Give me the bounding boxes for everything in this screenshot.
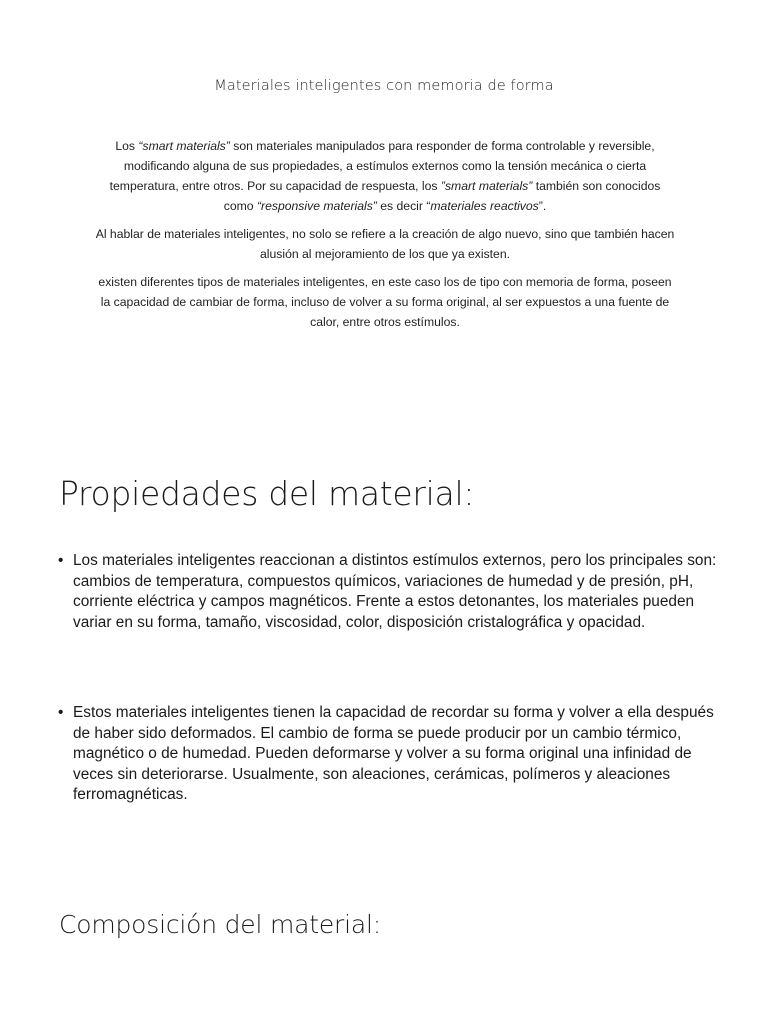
intro-p1-text-1: Los	[115, 139, 139, 153]
list-item	[58, 551, 718, 633]
bullet-text-1: Los materiales inteligentes reaccionan a distintos estímulos externos, pero los principales son: cambios de temperatura, compuestos químicos, variaciones de humedad y de presión, pH, corriente eléctrica y campos magnéticos. Frente a estos detonantes, los materiales pueden variar en su forma, tamaño, viscosidad, color, disposición cristalográfica y opacidad.	[73, 552, 717, 631]
intro-section	[95, 136, 675, 340]
intro-p1-text-2: son materiales manipulados para responder de forma controlable y reversible, modificando alguna de sus propiedades, a estímulos externos como la tensión mecánica o cierta temperatura, entre otros. Por su capacidad de respuesta, los	[109, 139, 655, 193]
intro-p1-text-4: es decir “	[376, 199, 431, 213]
intro-paragraph-2: Al hablar de materiales inteligentes, no solo se refiere a la creación de algo nuevo, sino que también hacen alusión al mejoramiento de los que ya existen.	[95, 227, 675, 261]
intro-p1-italic-2: ”smart materials”	[440, 179, 533, 193]
bullet-list-2	[58, 703, 718, 806]
page-title: Materiales inteligentes con memoria de forma	[214, 78, 554, 94]
intro-p1-italic-3: “responsive materials”	[256, 199, 377, 213]
section-heading-propiedades: Propiedades del material:	[59, 474, 475, 513]
list-item	[58, 703, 718, 806]
intro-p1-text-3: también son conocidos como	[223, 179, 661, 213]
intro-paragraph-3: existen diferentes tipos de materiales inteligentes, en este caso los de tipo con memoria de forma, poseen la capacidad de cambiar de forma, incluso de volver a su forma original, al ser expuestos a una fuente de calor, entre otros estímulos.	[98, 275, 672, 329]
intro-p1-italic-4: materiales reactivos	[430, 199, 539, 213]
section-heading-composicion: Composición del material:	[59, 910, 381, 939]
bullet-list-1	[58, 551, 718, 633]
bullet-dot-icon: •	[58, 704, 64, 721]
intro-p1-text-5: ”.	[538, 199, 547, 213]
intro-paragraph-1	[95, 136, 675, 216]
bullet-text-2: Estos materiales inteligentes tienen la capacidad de recordar su forma y volver a ella después de haber sido deformados. El cambio de forma se puede producir por un cambio térmico, magnético o de humedad. Pueden deformarse y volver a su forma original una infinidad de veces sin deteriorarse. Usualmente, son aleaciones, cerámicas, polímeros y aleaciones ferromagnéticas.	[73, 704, 714, 804]
bullet-dot-icon: •	[58, 552, 64, 569]
intro-p1-italic-1: “smart materials”	[138, 139, 230, 153]
